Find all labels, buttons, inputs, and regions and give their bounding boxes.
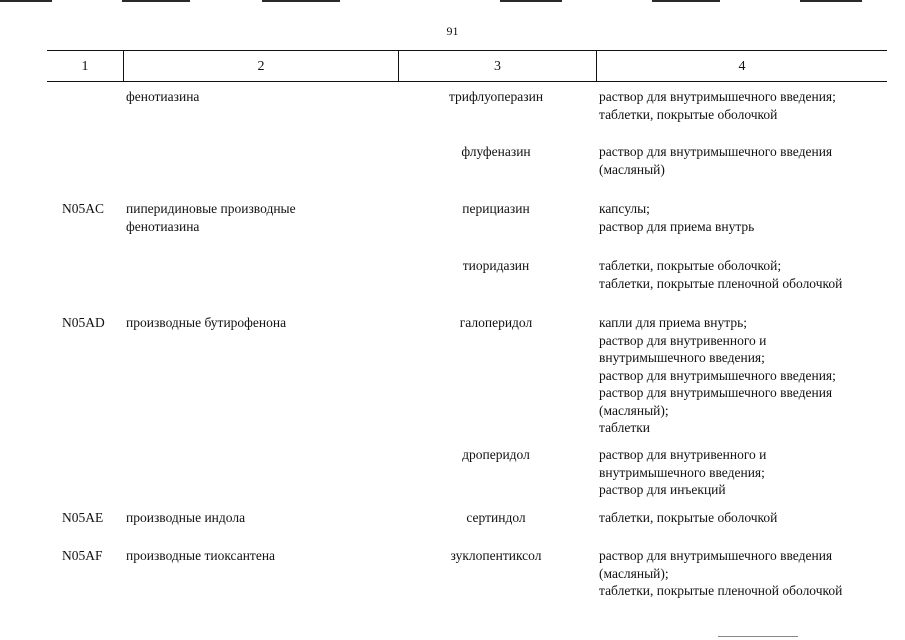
dosage-forms: таблетки, покрытые оболочкой; таблетки, покрытые пленочной оболочкой: [599, 258, 843, 291]
header-col-2: 2: [257, 59, 265, 74]
dosage-forms: раствор для внутривенного и внутримышечного введения; раствор для инъекций: [599, 447, 767, 497]
atc-code: N05AC: [62, 201, 105, 216]
drug-name: зуклопентиксол: [450, 548, 542, 563]
scan-edge-mark: [800, 0, 862, 2]
atc-code: N05AE: [62, 510, 104, 525]
drug-name: трифлуоперазин: [448, 89, 544, 104]
atc-code: N05AF: [62, 548, 103, 563]
group-name: пиперидиновые производные фенотиазина: [126, 201, 296, 234]
scan-edge-mark: [718, 636, 798, 637]
dosage-forms: раствор для внутримышечного введения (масляный); таблетки, покрытые пленочной оболочкой: [599, 548, 843, 598]
scan-edge-mark: [122, 0, 190, 2]
table-header: [47, 50, 887, 82]
drug-name: галоперидол: [459, 315, 533, 330]
header-col-1: 1: [81, 59, 89, 74]
scan-edge-mark: [500, 0, 562, 2]
atc-code: N05AD: [62, 315, 105, 330]
dosage-forms: капли для приема внутрь; раствор для внутривенного и внутримышечного введения; раствор для внутримышечного введения; раствор для внутримышечного введения (масляный); таблетки: [599, 315, 836, 435]
drug-name: сертиндол: [466, 510, 526, 525]
drug-name: флуфеназин: [461, 144, 531, 159]
dosage-forms: раствор для внутримышечного введения; таблетки, покрытые оболочкой: [599, 89, 836, 122]
drug-name: перициазин: [462, 201, 530, 216]
group-name: производные бутирофенона: [126, 315, 287, 330]
scan-edge-mark: [652, 0, 720, 2]
drug-name: дроперидол: [462, 447, 530, 462]
group-name: производные тиоксантена: [126, 548, 276, 563]
group-name: производные индола: [126, 510, 246, 525]
header-col-4: 4: [738, 59, 746, 74]
group-name: фенотиазина: [126, 89, 200, 104]
scan-edge-mark: [0, 0, 52, 2]
dosage-forms: таблетки, покрытые оболочкой: [599, 510, 778, 525]
scan-edge-mark: [262, 0, 340, 2]
dosage-forms: раствор для внутримышечного введения (масляный): [599, 144, 833, 177]
drug-name: тиоридазин: [462, 258, 530, 273]
header-col-3: 3: [494, 59, 501, 74]
page-number: 91: [446, 24, 459, 38]
dosage-forms: капсулы; раствор для приема внутрь: [599, 201, 755, 234]
